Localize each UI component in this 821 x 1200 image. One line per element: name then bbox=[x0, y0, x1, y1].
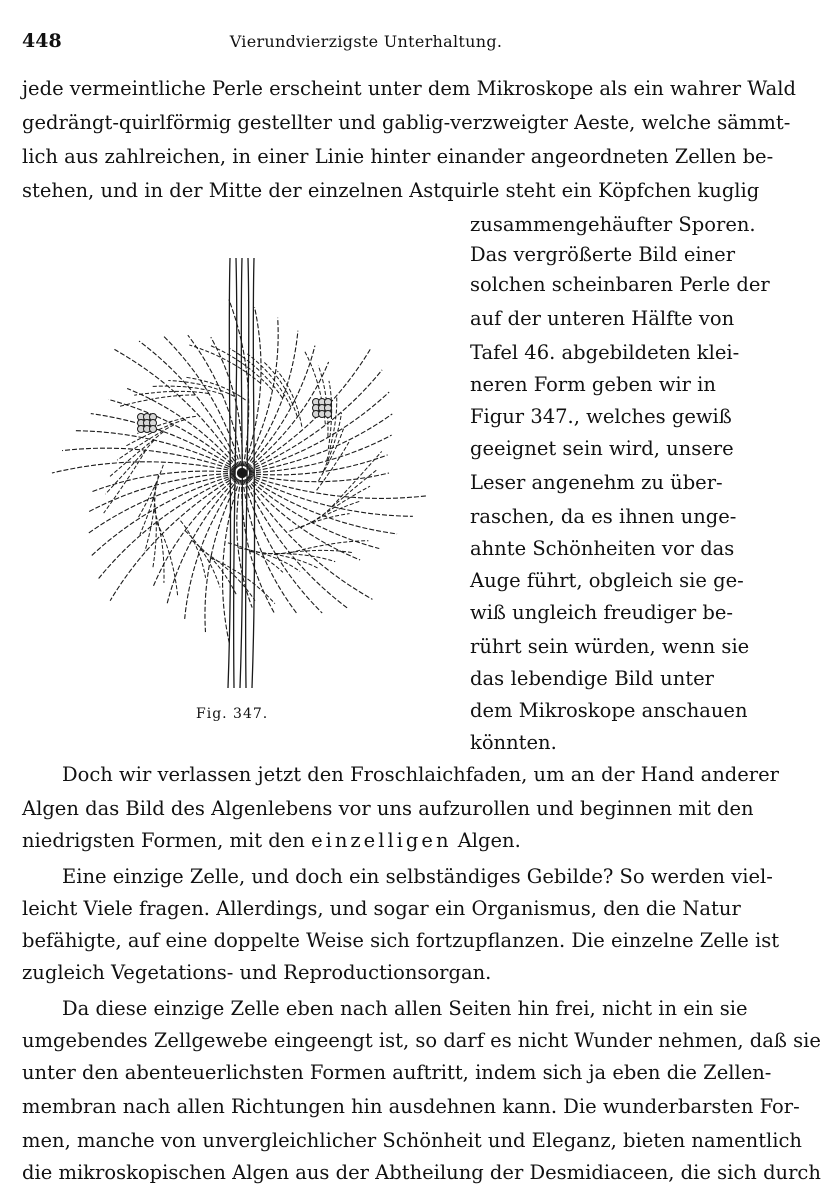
page-header bbox=[22, 30, 710, 58]
algae-drawing bbox=[52, 258, 452, 688]
text-fragment: Algen. bbox=[451, 829, 521, 852]
text-line: unter den abenteuerlichsten Formen auftritt, indem sich ja eben die Zellen- bbox=[22, 1061, 772, 1084]
text-line: Eine einzige Zelle, und doch ein selbständiges Gebilde? So werden viel- bbox=[62, 865, 773, 888]
algae-branch-fork bbox=[317, 442, 349, 490]
spore-cluster-dot bbox=[150, 426, 157, 433]
text-line: zugleich Vegetations- und Reproductionsorgan. bbox=[22, 961, 492, 984]
text-line: Doch wir verlassen jetzt den Froschlaichfaden, um an der Hand anderer bbox=[62, 763, 779, 786]
emphasized-word: einzelligen bbox=[311, 829, 452, 852]
column-text-line: Figur 347., welches gewiß bbox=[470, 405, 732, 428]
text-line: befähigte, auf eine doppelte Weise sich fortzupflanzen. Die einzelne Zelle ist bbox=[22, 929, 780, 952]
column-text-line: Tafel 46. abgebildeten klei- bbox=[470, 341, 740, 364]
column-text-line: zusammengehäufter Sporen. bbox=[470, 213, 756, 236]
algae-branch-fork bbox=[289, 514, 349, 532]
text-line: men, manche von unvergleichlicher Schönheit und Eleganz, bieten namentlich bbox=[22, 1129, 802, 1152]
column-text-line: raschen, da es ihnen unge- bbox=[470, 505, 737, 528]
text-line: Algen das Bild des Algenlebens vor uns aufzurollen und beginnen mit den bbox=[22, 797, 754, 820]
column-text-line: Das vergrößerte Bild einer bbox=[470, 243, 736, 266]
column-text-line: solchen scheinbaren Perle der bbox=[470, 273, 770, 296]
text-line: stehen, und in der Mitte der einzelnen Astquirle steht ein Köpfchen kuglig bbox=[22, 179, 760, 202]
algae-branch-fork bbox=[211, 558, 275, 604]
column-text-line: auf der unteren Hälfte von bbox=[470, 307, 735, 330]
text-line-mixed bbox=[22, 826, 521, 856]
text-line: die mikroskopischen Algen aus der Abtheilung der Desmidiaceen, die sich durch bbox=[22, 1161, 821, 1184]
algae-branch-fork bbox=[157, 523, 178, 598]
algae-branch-fork bbox=[250, 552, 318, 568]
text-line: membran nach allen Richtungen hin ausdehnen kann. Die wunderbarsten For- bbox=[22, 1095, 800, 1118]
page-number: 448 bbox=[22, 30, 62, 52]
spore-cluster-dot bbox=[325, 411, 332, 418]
algae-branch-fork bbox=[110, 432, 163, 477]
algae-branch-fork bbox=[138, 465, 164, 519]
column-text-line: ahnte Schönheiten vor das bbox=[470, 537, 735, 560]
column-text-line: könnten. bbox=[470, 731, 557, 754]
text-line: Da diese einzige Zelle eben nach allen Seiten hin frei, nicht in ein sie bbox=[62, 997, 748, 1020]
algae-branch-fork bbox=[134, 391, 208, 395]
algae-branch bbox=[237, 473, 252, 608]
text-fragment: niedrigsten Formen, mit den bbox=[22, 829, 312, 852]
column-text-line: neren Form geben wir in bbox=[470, 373, 716, 396]
algae-branch-fork bbox=[319, 429, 344, 481]
column-text-line: rührt sein würden, wenn sie bbox=[470, 635, 750, 658]
text-line: leicht Viele fragen. Allerdings, und sogar ein Organismus, den die Natur bbox=[22, 897, 741, 920]
running-title: Vierundvierzigste Unterhaltung. bbox=[229, 32, 503, 51]
algae-branch bbox=[242, 331, 298, 473]
algae-branch bbox=[99, 473, 242, 579]
text-line: umgebendes Zellgewebe eingeengt ist, so darf es nicht Wunder nehmen, daß sie bbox=[22, 1029, 821, 1052]
text-line: lich aus zahlreichen, in einer Linie hinter einander angeordneten Zellen be- bbox=[22, 145, 774, 168]
column-text-line: dem Mikroskope anschauen bbox=[470, 699, 748, 722]
column-text-line: Leser angenehm zu über- bbox=[470, 471, 723, 494]
algae-illustration bbox=[52, 258, 452, 688]
algae-branch bbox=[114, 349, 242, 473]
column-text-line: wiß ungleich freudiger be- bbox=[470, 601, 733, 624]
algae-branch bbox=[242, 473, 372, 599]
column-text-line: geeignet sein wird, unsere bbox=[470, 437, 734, 460]
column-text-line: das lebendige Bild unter bbox=[470, 667, 714, 690]
algae-branch-fork bbox=[323, 470, 378, 516]
text-line: jede vermeintliche Perle erscheint unter dem Mikroskope als ein wahrer Wald bbox=[22, 77, 796, 100]
figure-caption: Fig. 347. bbox=[196, 706, 269, 722]
algae-branch-fork bbox=[189, 345, 260, 383]
algae-branch-fork bbox=[277, 371, 301, 427]
text-line: gedrängt-quirlförmig gestellter und gablig-verzweigter Aeste, welche sämmt- bbox=[22, 111, 791, 134]
algae-branch bbox=[139, 341, 242, 473]
column-text-line: Auge führt, obgleich sie ge- bbox=[470, 569, 744, 592]
